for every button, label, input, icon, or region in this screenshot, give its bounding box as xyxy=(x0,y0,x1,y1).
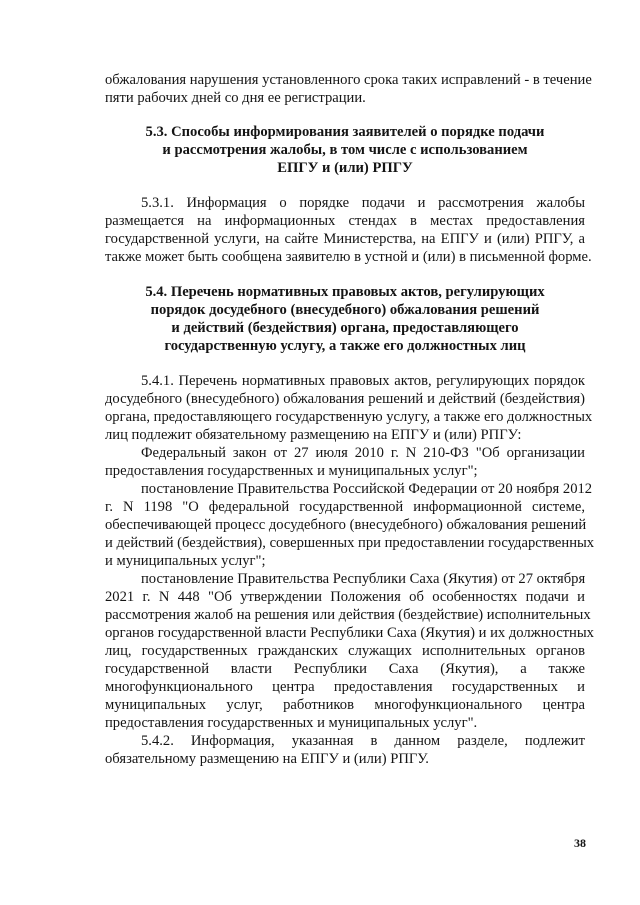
section-heading-line: ЕПГУ и (или) РПГУ xyxy=(277,160,413,176)
paragraph-line: обеспечивающей процесс досудебного (внесудебного) обжалования решений xyxy=(105,517,587,533)
paragraph-line: и муниципальных услуг"; xyxy=(105,553,266,569)
paragraph-line: муниципальных услуг, работников многофункционального центра xyxy=(105,697,585,713)
paragraph-line: 2021 г. N 448 "Об утверждении Положения об особенностях подачи и xyxy=(105,589,585,605)
paragraph-line: пяти рабочих дней со дня ее регистрации. xyxy=(105,90,366,106)
section-heading-line: и рассмотрения жалобы, в том числе с использованием xyxy=(162,142,528,158)
paragraph-line: лиц подлежит обязательному размещению на ЕПГУ и (или) РПГУ: xyxy=(105,427,522,443)
paragraph-line: предоставления государственных и муниципальных услуг"; xyxy=(105,463,478,479)
paragraph-line: обязательному размещению на ЕПГУ и (или) РПГУ. xyxy=(105,751,429,767)
section-heading-line: порядок досудебного (внесудебного) обжалования решений xyxy=(150,302,540,318)
paragraph-line: государственной власти Республики Саха (Якутия), а также xyxy=(105,661,585,677)
paragraph-line: также может быть сообщена заявителю в устной и (или) в письменной форме. xyxy=(105,249,592,265)
paragraph-line: досудебного (внесудебного) обжалования решений и действий (бездействия) xyxy=(105,391,585,407)
page-number: 38 xyxy=(574,836,586,850)
paragraph-line: Федеральный закон от 27 июля 2010 г. N 210-ФЗ "Об организации xyxy=(141,445,585,461)
paragraph-line: лиц, государственных гражданских служащих исполнительных органов xyxy=(105,643,585,659)
section-heading-line: 5.3. Способы информирования заявителей о порядке подачи xyxy=(145,124,545,140)
paragraph-line: постановление Правительства Республики Саха (Якутия) от 27 октября xyxy=(141,571,586,587)
paragraph-line: органов государственной власти Республики Саха (Якутия) и их должностных xyxy=(105,625,594,641)
paragraph-line: многофункционального центра предоставления государственных и xyxy=(105,679,585,695)
paragraph-line: обжалования нарушения установленного срока таких исправлений - в течение xyxy=(105,72,592,88)
paragraph-line: предоставления государственных и муниципальных услуг". xyxy=(105,715,478,731)
paragraph-line: 5.4.1. Перечень нормативных правовых актов, регулирующих порядок xyxy=(141,373,585,389)
paragraph-line: органа, предоставляющего государственную услугу, а также его должностных xyxy=(105,409,593,425)
section-heading-line: государственную услугу, а также его должностных лиц xyxy=(164,338,526,354)
section-heading-line: 5.4. Перечень нормативных правовых актов, регулирующих xyxy=(145,284,545,300)
paragraph-line: 5.4.2. Информация, указанная в данном разделе, подлежит xyxy=(141,733,585,749)
paragraph-line: размещается на информационных стендах в местах предоставления xyxy=(105,213,585,229)
paragraph-line: и действий (бездействия), совершенных при предоставлении государственных xyxy=(105,535,595,551)
section-heading-line: и действий (бездействия) органа, предоставляющего xyxy=(171,320,519,336)
paragraph-line: постановление Правительства Российской Федерации от 20 ноября 2012 xyxy=(141,481,593,497)
paragraph-line: 5.3.1. Информация о порядке подачи и рассмотрения жалобы xyxy=(141,195,585,211)
paragraph-line: государственной услуги, на сайте Министерства, на ЕПГУ и (или) РПГУ, а xyxy=(105,231,585,247)
paragraph-line: г. N 1198 "О федеральной государственной информационной системе, xyxy=(105,499,585,515)
paragraph-line: рассмотрения жалоб на решения или действия (бездействие) исполнительных xyxy=(105,607,591,623)
